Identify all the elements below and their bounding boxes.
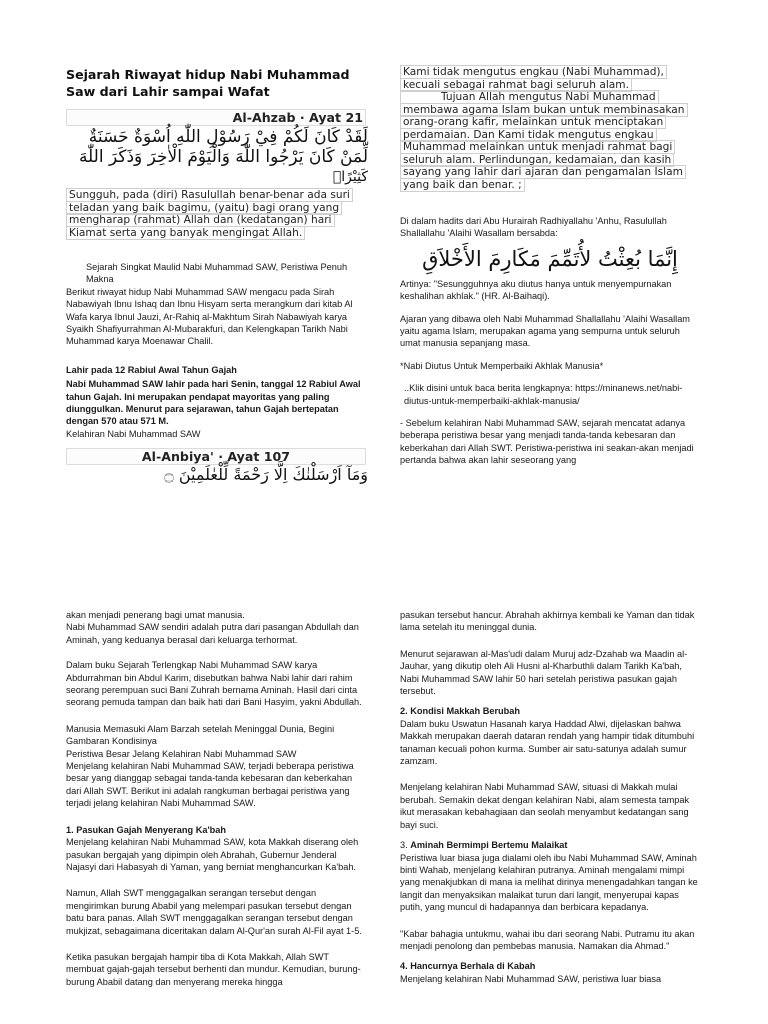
translation-line-1: Kami tidak mengutus engkau (Nabi Muhammad), [400, 65, 667, 79]
lahir-bold-text: Nabi Muhammad SAW lahir pada hari Senin, tanggal 12 Rabiul Awal tahun Gajah. Ini merupakan pendapat mayoritas yang paling diunggulkan. Menurut para sejarawan, tahun Gajah bertepatan dengan 570 atau 571 M. [66, 379, 361, 427]
right-bottom-column [400, 609, 702, 985]
rb-heading-3-number: 3. [400, 840, 411, 851]
translation-box [400, 66, 700, 191]
diutus-heading: *Nabi Diutus Untuk Memperbaiki Akhlak Manusia* [400, 360, 604, 371]
rb-paragraph-6: "Kabar bahagia untukmu, wahai ibu dari seorang Nabi. Putramu itu akan menjadi penolong dan pembebas manusia. Namakan dia Ahmad." [400, 928, 695, 951]
maulid-heading: Sejarah Singkat Maulid Nabi Muhammad SAW, Peristiwa Penuh Makna [86, 262, 348, 285]
sebelum-paragraph: - Sebelum kelahiran Nabi Muhammad SAW, sejarah mencatat adanya beberapa peristiwa besar yang menjadi tanda-tanda kebesaran dan keberkahan dari Allah SWT. Peristiwa-peristiwa ini seakan-akan menjadi pertanda bahwa akan lahir seseorang yang [400, 418, 694, 466]
rb-paragraph-2: Menurut sejarawan al-Mas'udi dalam Muruj adz-Dzahab wa Maadin al-Jauhar, yang dikutip oleh Ali Husni al-Kharbuthli dalam Tarikh Ka'bah, Nabi Muhammad SAW lahir 50 hari setelah peristiwa pasukan gajah tersebut. [400, 648, 688, 697]
left-top-column [66, 66, 368, 485]
rb-paragraph-7: Menjelang kelahiran Nabi Muhammad SAW, peristiwa luar biasa [400, 973, 662, 984]
right-top-column [400, 66, 700, 477]
ayah-arabic-line-2: لِّمَنْ كَانَ يَرْجُوا اللّٰهَ وَالْيَوْمَ الْاٰخِرَ وَذَكَرَ اللّٰهَ [78, 147, 368, 167]
rb-heading-4: 4. Hancurnya Berhala di Kabah [400, 961, 536, 972]
ajaran-paragraph: Ajaran yang dibawa oleh Nabi Muhammad Shallallahu 'Alaihi Wasallam yaitu agama Islam, merupakan agama yang sempurna untuk seluruh umat manusia sepanjang masa. [400, 313, 690, 349]
klik-link[interactable]: ..Klik disini untuk baca berita lengkapnya: https://minanews.net/nabi-diutus-untuk-memperbaiki-akhlak-manusia/ [404, 383, 683, 406]
rb-heading-3 [400, 839, 702, 851]
rb-paragraph-5: Peristiwa luar biasa juga dialami oleh ibu Nabi Muhammad SAW, Aminah binti Wahab, menjelang kelahiran putranya. Aminah mengalami mimpi yang menakjubkan di mana ia melihat dirinya menengadahkan tangan ke langit dan menyaksikan malaikat turun dari langit, menyerupai kapas putih, yang muncul di hadapannya dan berbicara kepadanya. [400, 852, 698, 913]
ayah-header-al-ahzab [66, 109, 366, 126]
hadith-arabic: إِنَّمَا بُعِثْتُ لأُتَمِّمَ مَكَارِمَ الأَخْلاَقِ [422, 246, 678, 271]
ayah-arabic-anbiya: وَمَآ اَرْسَلْنٰكَ اِلَّا رَحْمَةً لِّلْعٰلَمِيْنَ ۝ [164, 465, 368, 485]
lb-paragraph-7: Menjelang kelahiran Nabi Muhammad SAW, kota Makkah diserang oleh pasukan bergajah yang dipimpin oleh Abrahah, Gubernur Jenderal Najasyi dari Habasyah di Yaman, yang berniat menghancurkan Ka'bah. [66, 837, 359, 872]
left-bottom-column [66, 609, 368, 998]
rb-heading-2: 2. Kondisi Makkah Berubah [400, 706, 520, 717]
lb-paragraph-9: Ketika pasukan bergajah hampir tiba di Kota Makkah, Allah SWT membuat gajah-gajah tersebut berhenti dan mundur. Kemudian, burung-burung Ababil datang dan menyerang mereka hingga [66, 951, 361, 987]
lb-paragraph-6: Menjelang kelahiran Nabi Muhammad SAW, terjadi beberapa peristiwa besar yang dianggap sebagai tanda-tanda kebesaran dan keberkahan dari Allah SWT. Berikut ini adalah rangkuman berbagai peristiwa yang terjadi jelang kelahiran Nabi Muhammad SAW. [66, 761, 354, 809]
ayah-header-label: Al-Ahzab · Ayat 21 [232, 110, 363, 125]
hadith-translation: Artinya: "Sesungguhnya aku diutus hanya untuk menyempurnakan keshalihan akhlak." (HR. Al-Baihaqi). [400, 278, 672, 302]
page-title: Sejarah Riwayat hidup Nabi Muhammad Saw dari Lahir sampai Wafat [66, 67, 350, 99]
lb-paragraph-3: Dalam buku Sejarah Terlengkap Nabi Muhammad SAW karya Abdurrahman bin Abdul Karim, disebutkan bahwa Nabi lahir dari rahim seorang perempuan suci Bani Zuhrah bernama Aminah. Hasil dari cinta seorang pemuda tampan dan baik hati dari Bani Hasyim, yakni Abdullah. [66, 660, 362, 708]
lb-paragraph-2: Nabi Muhammad SAW sendiri adalah putra dari pasangan Abdullah dan Aminah, yang keduanya berasal dari keluarga terhormat. [66, 622, 359, 645]
rb-paragraph-1: pasukan tersebut hancur. Abrahah akhirnya kembali ke Yaman dan tidak lama setelah itu meninggal dunia. [400, 610, 695, 633]
ayah-header-label-2: Al-Anbiya' · Ayat 107 [141, 449, 291, 465]
ayah-header-al-anbiya [66, 448, 366, 465]
rb-paragraph-4: Menjelang kelahiran Nabi Muhammad SAW, situasi di Makkah mulai berubah. Semakin dekat dengan kelahiran Nabi, alam semesta tampak ikut merasakan kebahagiaan dan seolah menyambut kedatangan sang bayi suci. [400, 782, 690, 830]
ayah-arabic-line-1: لَقَدْ كَانَ لَكُمْ فِيْ رَسُوْلِ اللّٰهِ اُسْوَةٌ حَسَنَةٌ [88, 127, 368, 147]
translation-rest [400, 90, 688, 192]
lb-paragraph-8: Namun, Allah SWT menggagalkan serangan tersebut dengan mengirimkan burung Ababil yang melempari pasukan tersebut dengan batu bara panas. Allah SWT menggagalkan serangan tersebut dengan mukjizat, sebagaimana diceritakan dalam Al-Qur'an surah Al-Fil ayat 1-5. [66, 888, 362, 936]
lb-peristiwa-heading: Peristiwa Besar Jelang Kelahiran Nabi Muhammad SAW [66, 748, 297, 759]
rb-heading-3-text: Aminah Bermimpi Bertemu Malaikat [410, 840, 568, 851]
hadith-intro: Di dalam hadits dari Abu Hurairah Radhiyallahu 'Anhu, Rasulullah Shallallahu 'Alaihi Wasallam bersabda: [400, 216, 667, 239]
translation-line-2: kecuali sebagai rahmat bagi seluruh alam. [400, 78, 632, 92]
ayah-translation-text: Sungguh, pada (diri) Rasulullah benar-benar ada suri teladan yang baik bagimu, (yaitu) bagi orang yang mengharap (rahmat) Allah dan (kedatangan) hari Kiamat serta yang banyak mengingat Allah. [66, 188, 353, 240]
lahir-heading: Lahir pada 12 Rabiul Awal Tahun Gajah [66, 364, 237, 375]
rb-paragraph-3: Dalam buku Uswatun Hasanah karya Haddad Alwi, dijelaskan bahwa Makkah merupakan daerah dataran rendah yang hampir tidak ditumbuhi tanaman kecuali pohon kurma. Sumber air satu-satunya adalah sumur zamzam. [400, 718, 695, 767]
lb-heading-1: 1. Pasukan Gajah Menyerang Ka'bah [66, 824, 226, 835]
ayah-translation [66, 189, 368, 239]
kelahiran-label: Kelahiran Nabi Muhammad SAW [66, 428, 201, 439]
lb-paragraph-1: akan menjadi penerang bagi umat manusia. [66, 610, 245, 620]
translation-rest-text: Tujuan Allah mengutus Nabi Muhammad membawa agama Islam bukan untuk membinasakan orang-orang kafir, melainkan untuk menciptakan perdamaian. Dan Kami tidak mengutus engkau Muhammad melainkan untuk menjadi rahmat bagi seluruh alam. Perlindungan, kedamaian, dan kasih sayang yang lahir dari ajaran dan pengamalan Islam yang baik dan benar. ; [403, 91, 685, 191]
ayah-arabic-line-3: كَثِيْرًاۗ [332, 169, 368, 185]
lb-barzah-link[interactable]: Manusia Memasuki Alam Barzah setelah Meninggal Dunia, Begini Gambaran Kondisinya [66, 723, 335, 747]
maulid-body: Berikut riwayat hidup Nabi Muhammad SAW mengacu pada Sirah Nabawiyah Ibnu Ishaq dan Ibnu Hisyam serta merangkum dari kitab Al Wafa karya Ibnul Jauzi, Ar-Rahiq al-Makhtum Sirah Nabawiyah karya Syaikh Shafiyurrahman Al-Mubarakfuri, dan Kelengkapan Tarikh Nabi Muhammad karya Moenawar Chalil. [66, 286, 353, 347]
